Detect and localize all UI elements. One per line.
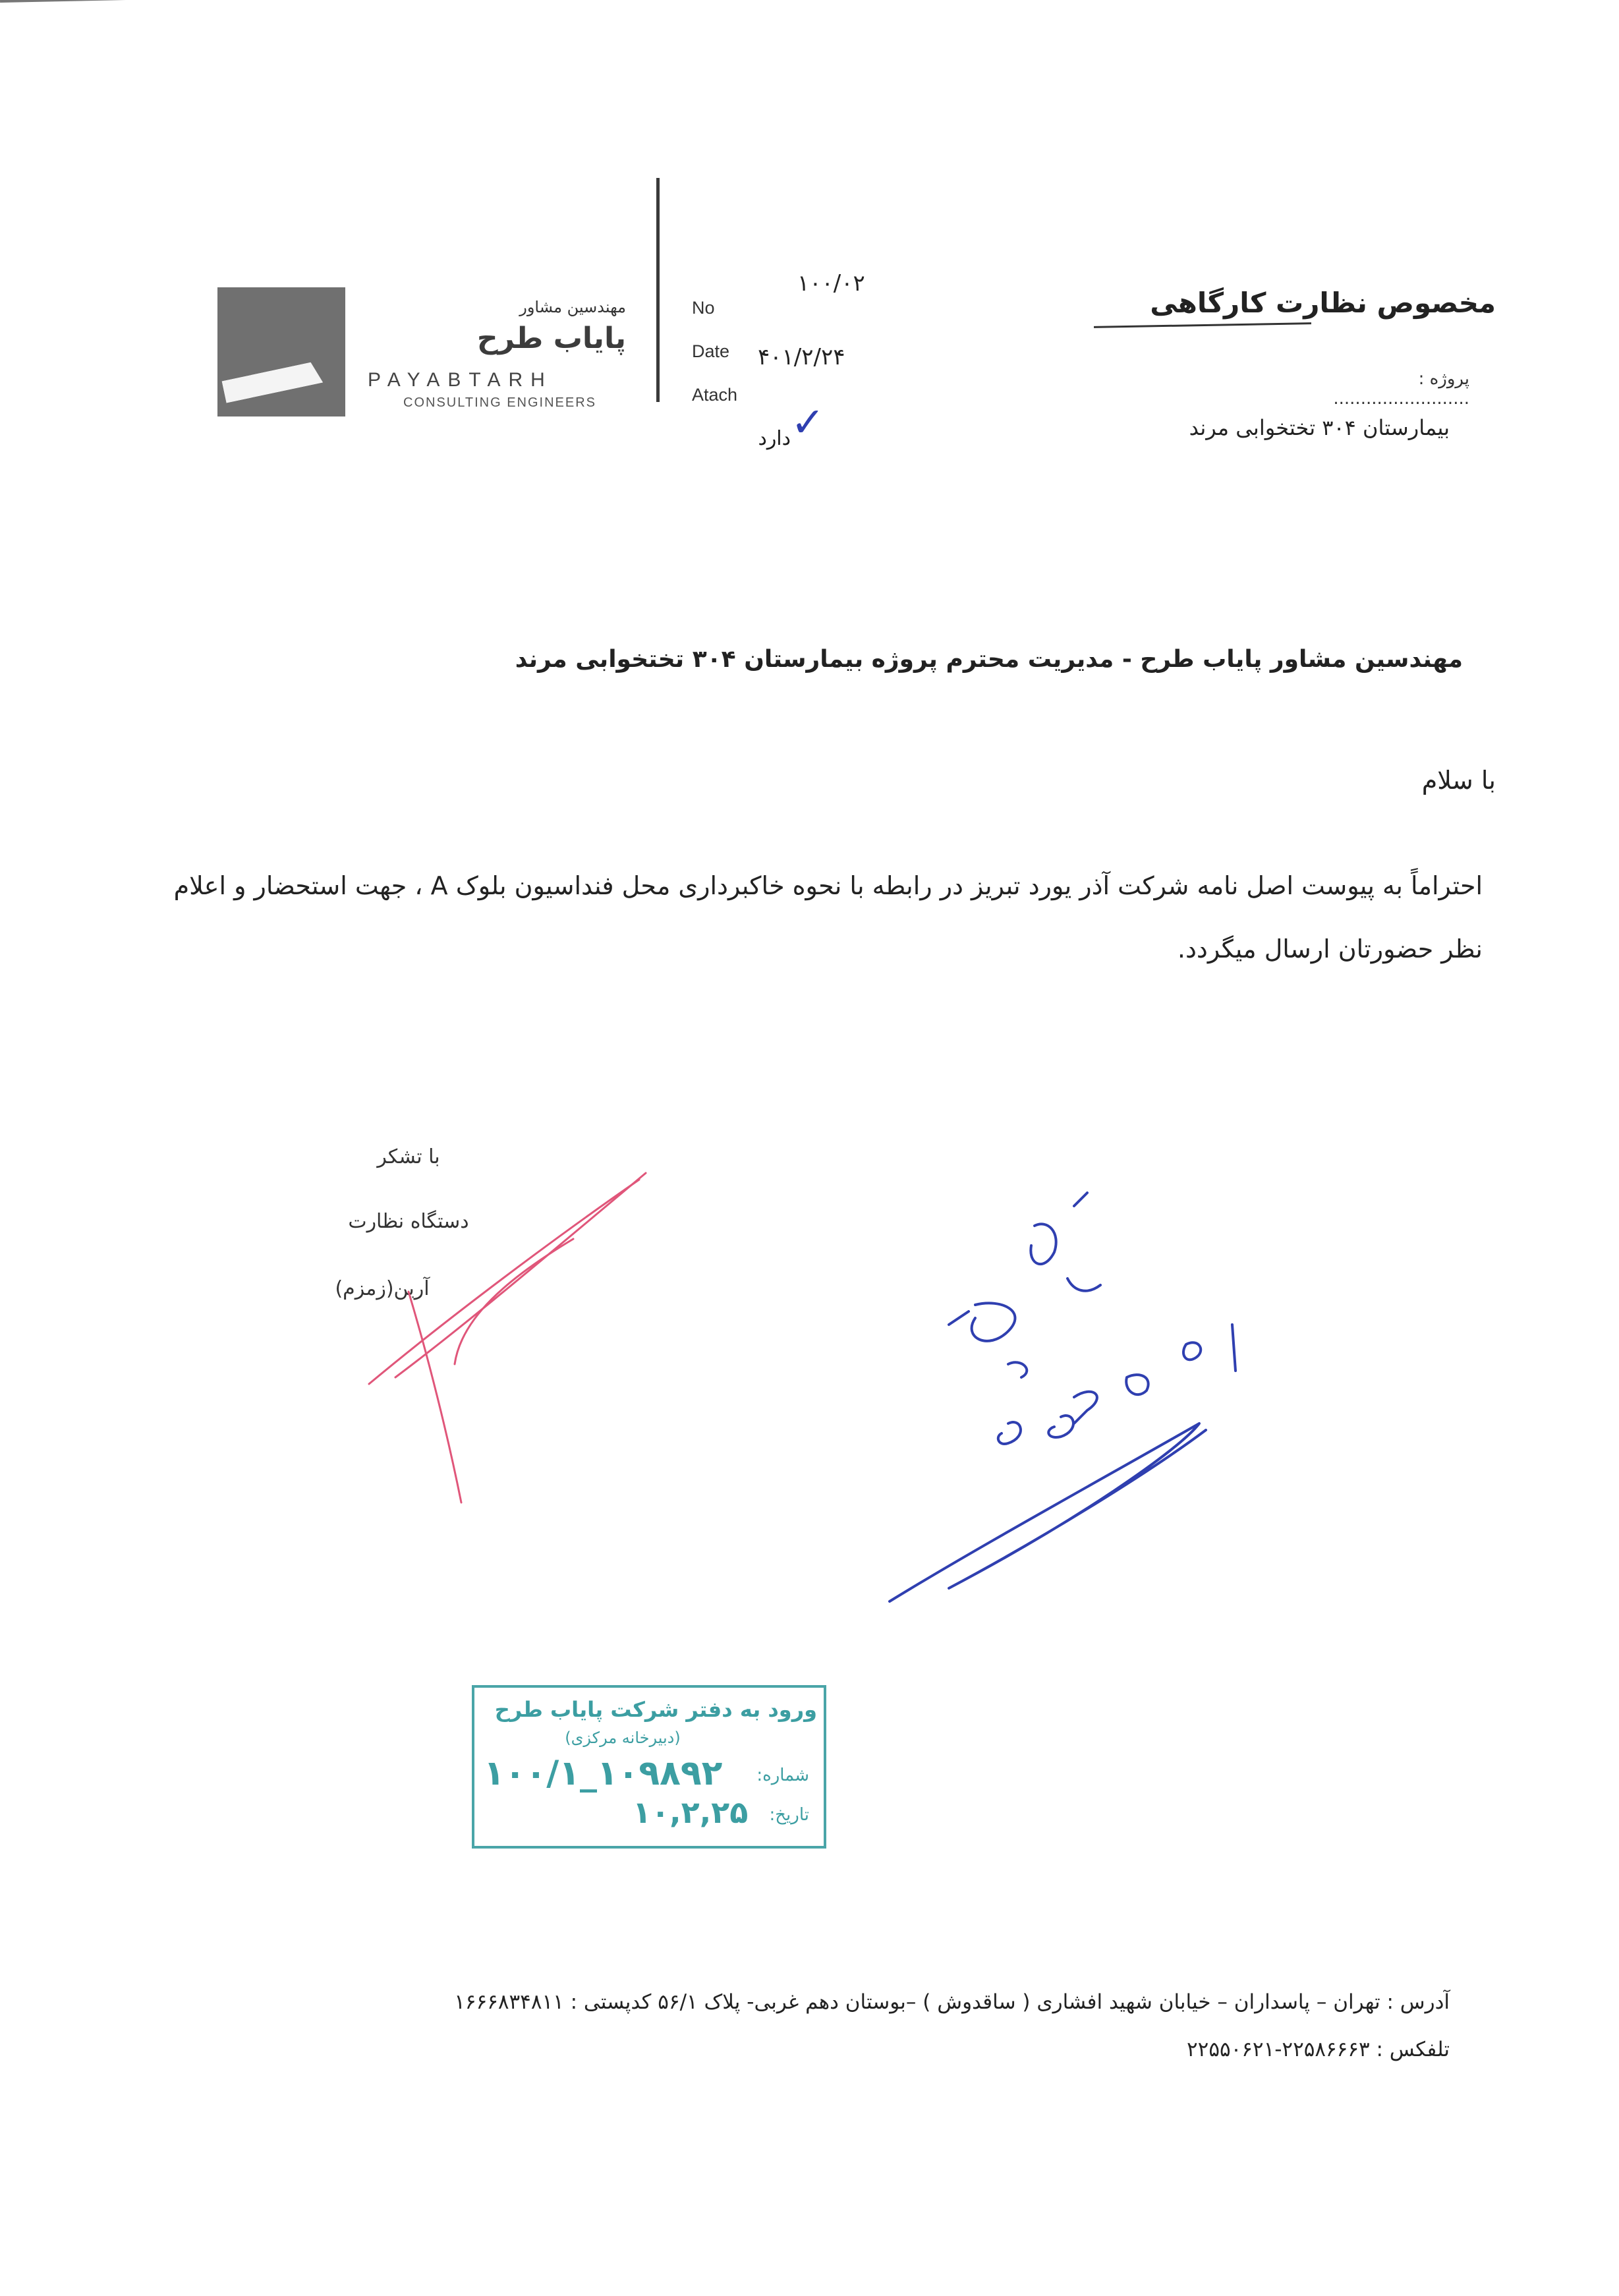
logo-persian-subtitle: مهندسین مشاور [519,298,626,316]
stamp-number-label: شماره: [756,1765,809,1785]
receipt-stamp [472,1685,826,1849]
logo-mark [217,287,345,416]
date-value: ۴۰۱/۲/۲۴ [758,344,845,370]
header-title-underline [1094,322,1311,328]
date-label: Date [692,341,730,361]
atach-value: دارد [758,427,791,450]
stamp-title: ورود به دفتر شرکت پایاب طرح [494,1697,817,1722]
no-value: ۱۰۰/۰۲ [797,270,865,297]
project-label: پروژه : ......................... [1333,369,1469,409]
no-label: No [692,298,715,318]
thanks-line: با تشکر [377,1145,440,1168]
recipient-line: مهندسین مشاور پایاب طرح - مدیریت محترم پروژه بیمارستان ۳۰۴ تختخوابی مرند [515,646,1463,673]
pink-signature [356,1160,659,1516]
stamp-date-value: ۱۰,۲,۲۵ [633,1794,749,1830]
project-name: بیمارستان ۳۰۴ تختخوابی مرند [1189,415,1450,440]
handwritten-note [876,1180,1285,1641]
letter-body: احتراماً به پیوست اصل نامه شرکت آذر یورد تبریز در رابطه با نحوه خاکبرداری محل فنداسیون بلوک A ، جهت استحضار و اعلام نظر حضورتان ارسال میگردد. [173,871,1483,963]
stamp-date-label: تاریخ: [769,1805,809,1825]
logo-english-subtitle: CONSULTING ENGINEERS [403,395,596,410]
signatory-name: آرین(زمزم) [335,1277,430,1300]
logo-persian-name: پایاب طرح [476,322,626,355]
logo-english-name: PAYABTARH [368,369,553,391]
atach-label: Atach [692,385,738,405]
stamp-number-value: ۱۰۰/۱_۱۰۹۸۹۲ [484,1754,723,1793]
header-title: مخصوص نظارت کارگاهی [1150,287,1496,319]
signatory-org: دستگاه نظارت [348,1210,469,1233]
footer-address: آدرس : تهران – پاسداران – خیابان شهید افشاری ( ساقدوش ) –بوستان دهم غربی- پلاک ۵۶/۱ کدپستی : ۱۶۶۶۸۳۴۸۱۱ [454,1990,1450,2014]
check-mark-icon: ✓ [791,398,825,446]
footer-telfax: تلفکس : ۲۲۵۸۶۶۶۳-۲۲۵۵۰۶۲۱ [1187,2038,1450,2061]
salutation: با سلام [1421,766,1496,795]
scan-edge-line [0,0,876,3]
stamp-subtitle: (دبیرخانه مرکزی) [565,1729,681,1747]
header-divider [656,178,660,402]
